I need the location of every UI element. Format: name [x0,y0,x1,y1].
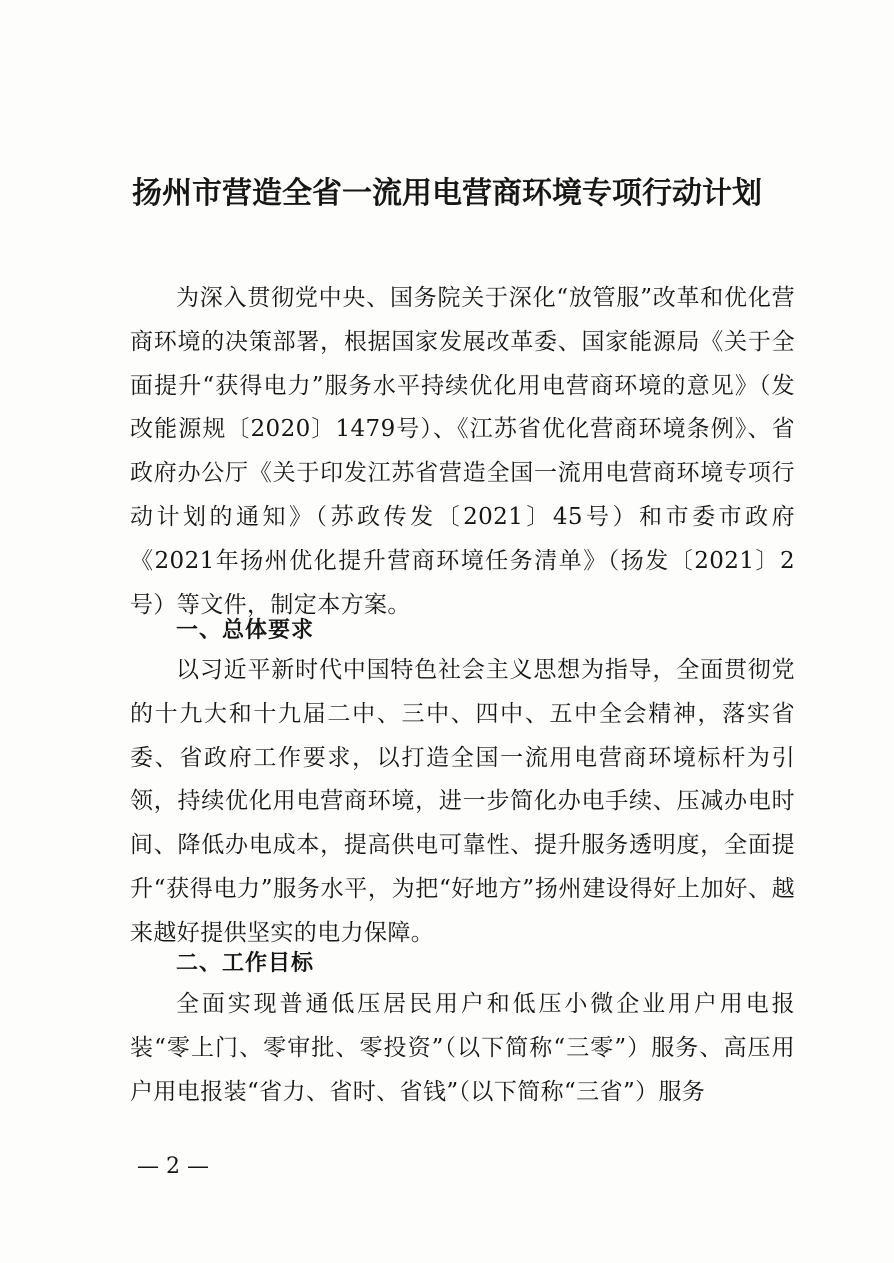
section2-paragraph-block [130,983,795,1114]
intro-paragraph: 为深入贯彻党中央、国务院关于深化“放管服”改革和优化营商环境的决策部署，根据国家发展改革委、国家能源局《关于全面提升“获得电力”服务水平持续优化用电营商环境的意见》（发改能源规〔2020〕1479号）、《江苏省优化营商环境条例》、省政府办公厅《关于印发江苏省营造全国一流用电营商环境专项行动计划的通知》（苏政传发〔2021〕45号）和市委市政府《2021年扬州优化提升营商环境任务清单》（扬发〔2021〕2号）等文件，制定本方案。 [130,285,795,618]
document-title: 扬州市营造全省一流用电营商环境专项行动计划 [132,176,762,211]
section-heading-general-requirements: 一、总体要求 [176,618,315,643]
section2-paragraph: 全面实现普通低压居民用户和低压小微企业用户用电报装“零上门、零审批、零投资”（以下简称“三零”）服务、高压用户用电报装“省力、省时、省钱”（以下简称“三省”）服务 [130,991,795,1105]
section1-paragraph-block [130,649,795,956]
section1-paragraph: 以习近平新时代中国特色社会主义思想为指导，全面贯彻党的十九大和十九届二中、三中、四中、五中全会精神，落实省委、省政府工作要求，以打造全国一流用电营商环境标杆为引领，持续优化用电营商环境，进一步简化办电手续、压减办电时间、降低办电成本，提高供电可靠性、提升服务透明度，全面提升“获得电力”服务水平，为把“好地方”扬州建设得好上加好、越来越好提供坚实的电力保障。 [130,657,795,946]
page-number: — 2 — [137,1154,209,1179]
section-heading-work-objectives: 二、工作目标 [176,951,315,976]
intro-paragraph-block [130,277,795,627]
